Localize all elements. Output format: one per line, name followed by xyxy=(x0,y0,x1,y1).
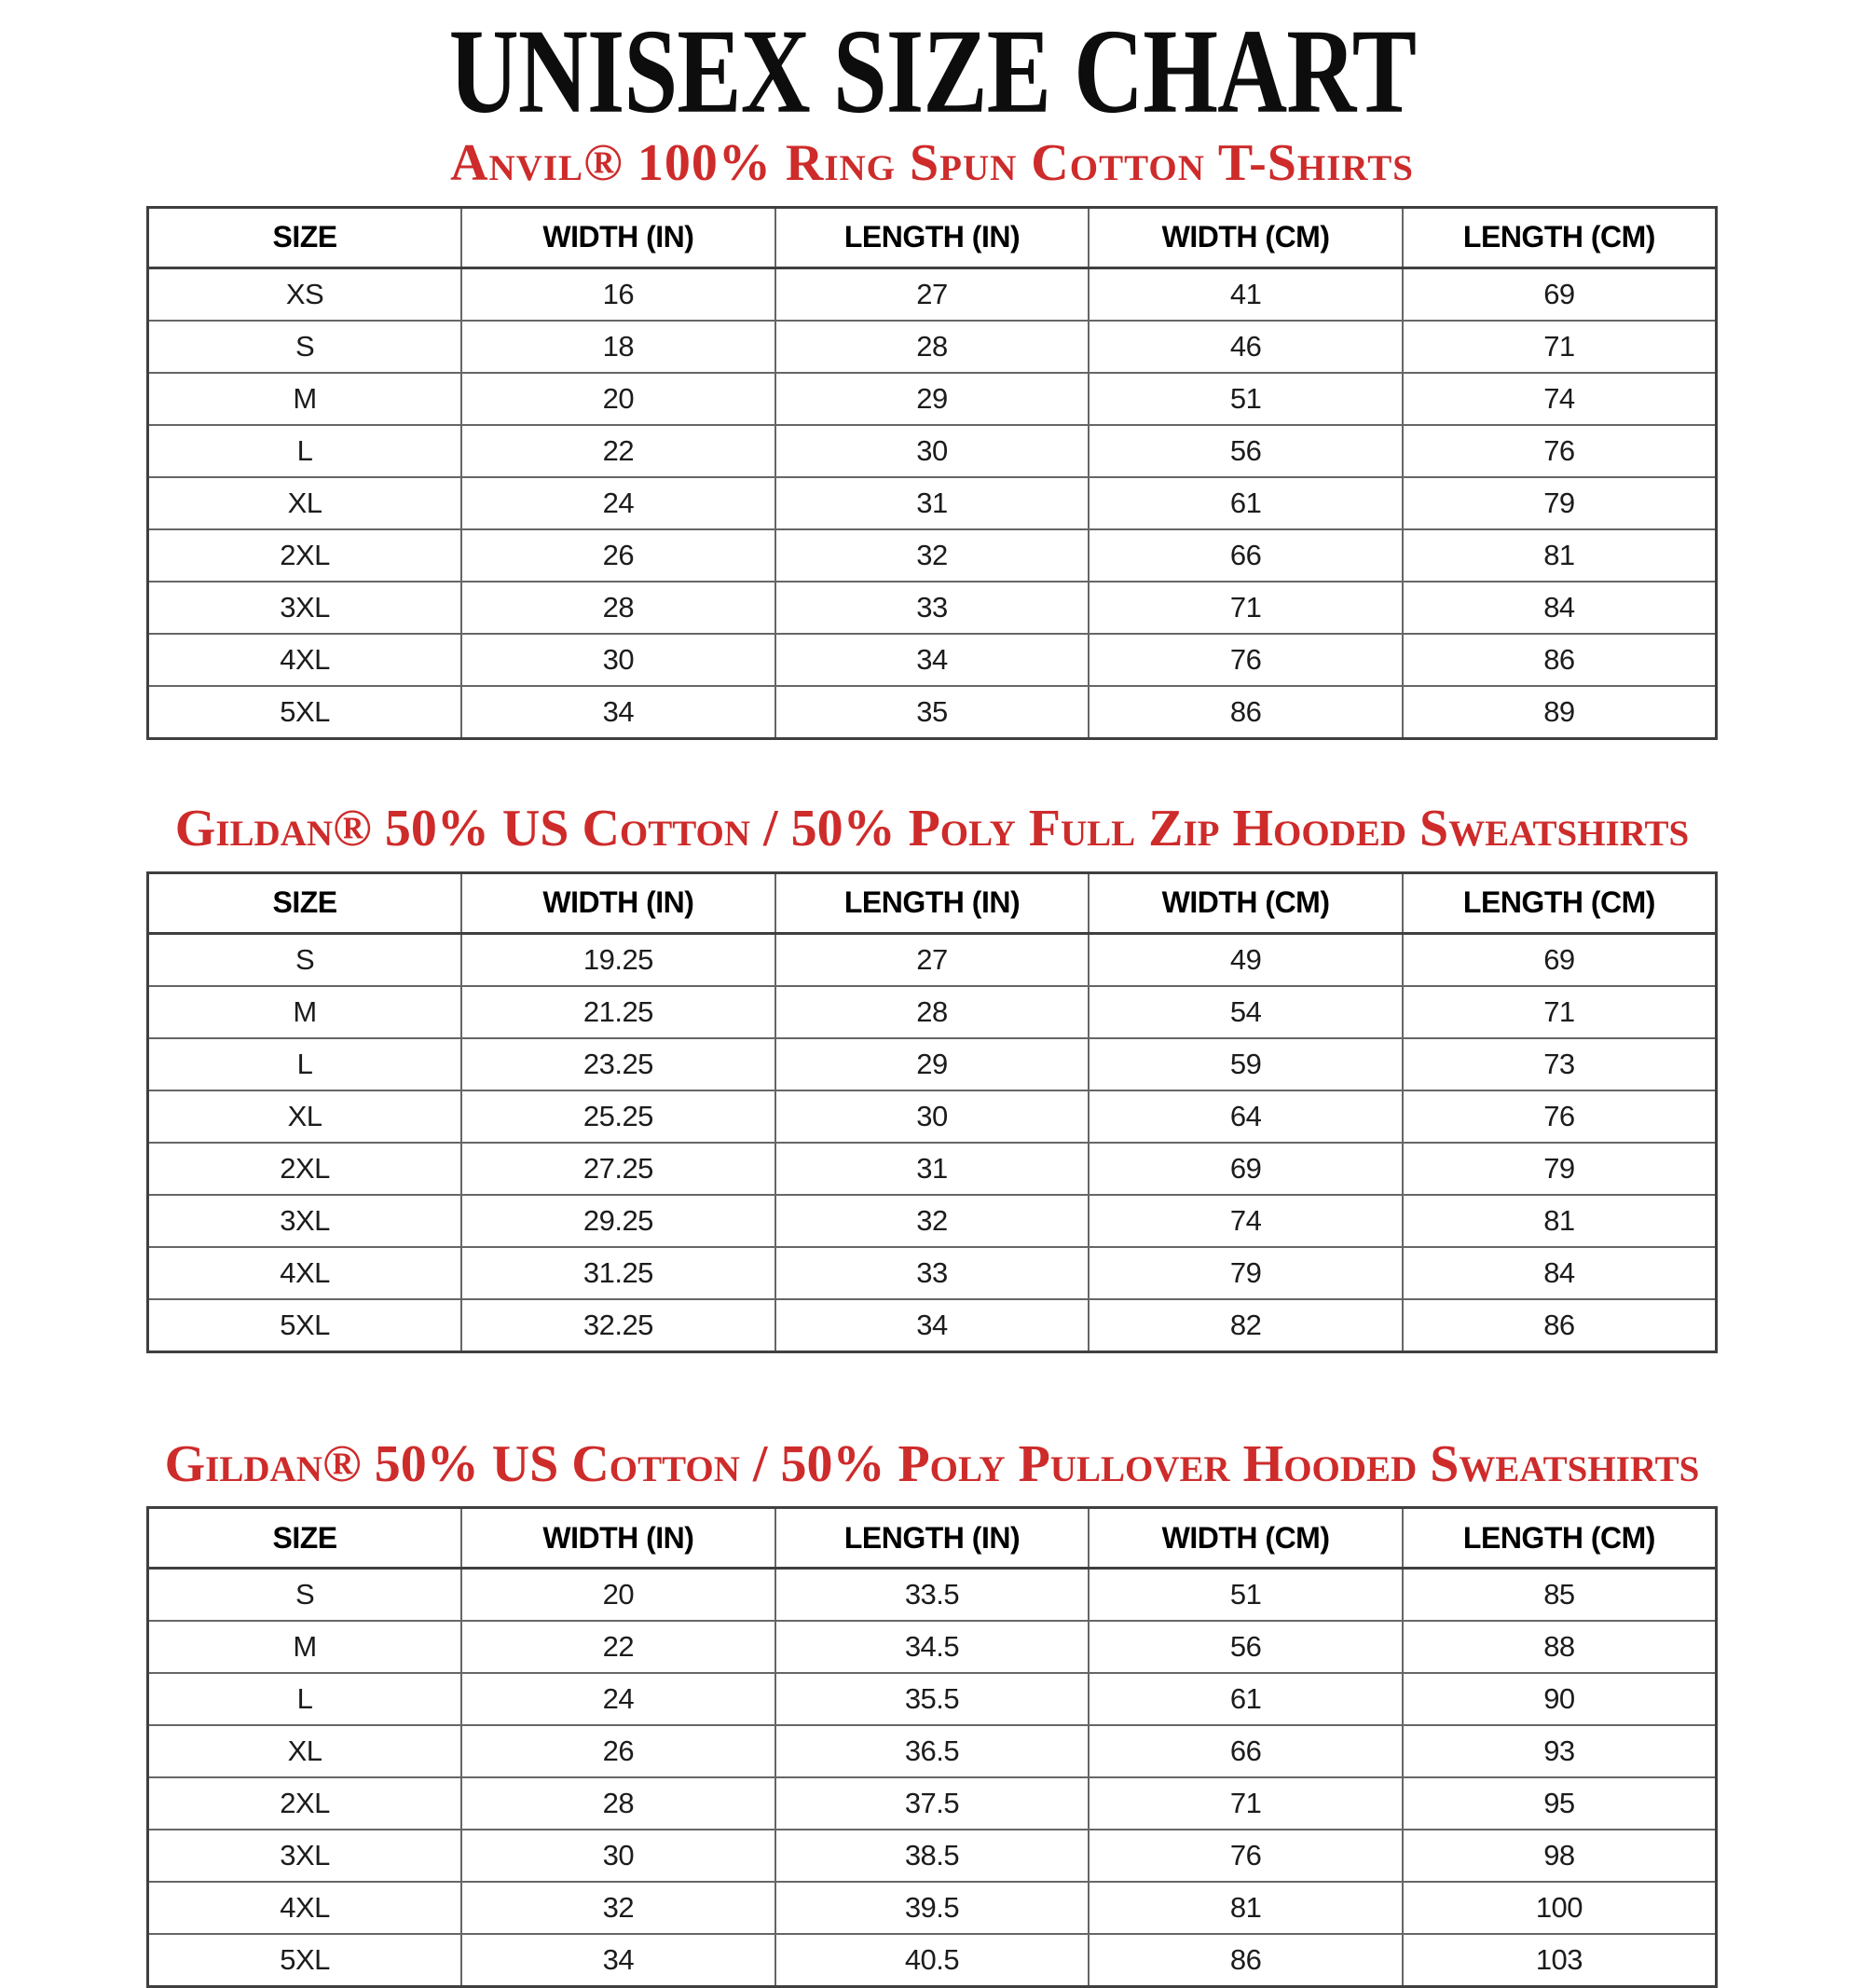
table-row xyxy=(148,1882,1717,1934)
measurement-cell: 27 xyxy=(775,267,1090,321)
measurement-cell: 29 xyxy=(775,1038,1090,1090)
table-row xyxy=(148,986,1717,1038)
page-title-text: UNISEX SIZE CHART xyxy=(448,4,1416,139)
column-header: WIDTH (IN) xyxy=(461,872,775,933)
measurement-cell: 32.25 xyxy=(461,1299,775,1352)
size-cell: 4XL xyxy=(148,1247,462,1299)
measurement-cell: 59 xyxy=(1089,1038,1403,1090)
measurement-cell: 20 xyxy=(461,1569,775,1622)
measurement-cell: 32 xyxy=(461,1882,775,1934)
table-row xyxy=(148,321,1717,373)
table-row xyxy=(148,267,1717,321)
measurement-cell: 18 xyxy=(461,321,775,373)
measurement-cell: 95 xyxy=(1403,1777,1717,1830)
measurement-cell: 28 xyxy=(775,321,1090,373)
measurement-cell: 27 xyxy=(775,933,1090,986)
measurement-cell: 93 xyxy=(1403,1725,1717,1777)
table-row xyxy=(148,582,1717,634)
size-cell: XL xyxy=(148,1725,462,1777)
table-row xyxy=(148,1247,1717,1299)
size-cell: 5XL xyxy=(148,1934,462,1987)
measurement-cell: 74 xyxy=(1089,1195,1403,1247)
measurement-cell: 19.25 xyxy=(461,933,775,986)
measurement-cell: 76 xyxy=(1089,634,1403,686)
measurement-cell: 31.25 xyxy=(461,1247,775,1299)
measurement-cell: 90 xyxy=(1403,1673,1717,1725)
column-header: WIDTH (CM) xyxy=(1089,1508,1403,1569)
measurement-cell: 34 xyxy=(775,634,1090,686)
section-heading-gildan-pullover: Gildan® 50% US Cotton / 50% Poly Pullover Hooded Sweatshirts xyxy=(164,1434,1700,1493)
measurement-cell: 81 xyxy=(1089,1882,1403,1934)
table-row xyxy=(148,1299,1717,1352)
measurement-cell: 88 xyxy=(1403,1621,1717,1673)
size-cell: S xyxy=(148,321,462,373)
measurement-cell: 86 xyxy=(1403,634,1717,686)
measurement-cell: 30 xyxy=(775,1090,1090,1143)
table-row xyxy=(148,1621,1717,1673)
measurement-cell: 16 xyxy=(461,267,775,321)
measurement-cell: 29 xyxy=(775,373,1090,425)
size-cell: 4XL xyxy=(148,634,462,686)
size-cell: XS xyxy=(148,267,462,321)
measurement-cell: 20 xyxy=(461,373,775,425)
measurement-cell: 34 xyxy=(775,1299,1090,1352)
size-cell: M xyxy=(148,373,462,425)
measurement-cell: 26 xyxy=(461,1725,775,1777)
measurement-cell: 49 xyxy=(1089,933,1403,986)
size-cell: 2XL xyxy=(148,529,462,582)
column-header: WIDTH (CM) xyxy=(1089,872,1403,933)
measurement-cell: 36.5 xyxy=(775,1725,1090,1777)
column-header: LENGTH (IN) xyxy=(775,1508,1090,1569)
measurement-cell: 82 xyxy=(1089,1299,1403,1352)
measurement-cell: 34 xyxy=(461,686,775,739)
measurement-cell: 69 xyxy=(1403,267,1717,321)
measurement-cell: 76 xyxy=(1089,1830,1403,1882)
table-row xyxy=(148,1143,1717,1195)
measurement-cell: 40.5 xyxy=(775,1934,1090,1987)
size-cell: 2XL xyxy=(148,1143,462,1195)
measurement-cell: 79 xyxy=(1089,1247,1403,1299)
measurement-cell: 103 xyxy=(1403,1934,1717,1987)
measurement-cell: 69 xyxy=(1089,1143,1403,1195)
header-row xyxy=(148,1508,1717,1569)
size-cell: XL xyxy=(148,1090,462,1143)
size-cell: XL xyxy=(148,477,462,529)
measurement-cell: 28 xyxy=(461,1777,775,1830)
measurement-cell: 71 xyxy=(1089,1777,1403,1830)
size-table-anvil-tshirts xyxy=(146,206,1718,740)
measurement-cell: 81 xyxy=(1403,529,1717,582)
measurement-cell: 39.5 xyxy=(775,1882,1090,1934)
size-cell: S xyxy=(148,1569,462,1622)
table-row xyxy=(148,373,1717,425)
table-row xyxy=(148,1725,1717,1777)
measurement-cell: 46 xyxy=(1089,321,1403,373)
measurement-cell: 69 xyxy=(1403,933,1717,986)
measurement-cell: 85 xyxy=(1403,1569,1717,1622)
size-cell: 3XL xyxy=(148,582,462,634)
measurement-cell: 71 xyxy=(1403,986,1717,1038)
size-cell: 4XL xyxy=(148,1882,462,1934)
section-gildan-full-zip xyxy=(0,799,1864,1353)
measurement-cell: 61 xyxy=(1089,477,1403,529)
measurement-cell: 86 xyxy=(1089,686,1403,739)
section-heading-gildan-full-zip: Gildan® 50% US Cotton / 50% Poly Full Zip Hooded Sweatshirts xyxy=(174,799,1690,857)
measurement-cell: 24 xyxy=(461,1673,775,1725)
measurement-cell: 86 xyxy=(1089,1934,1403,1987)
table-row xyxy=(148,1569,1717,1622)
size-cell: M xyxy=(148,1621,462,1673)
measurement-cell: 89 xyxy=(1403,686,1717,739)
column-header: LENGTH (IN) xyxy=(775,872,1090,933)
measurement-cell: 34 xyxy=(461,1934,775,1987)
table-row xyxy=(148,1934,1717,1987)
measurement-cell: 66 xyxy=(1089,1725,1403,1777)
table-row xyxy=(148,1038,1717,1090)
size-cell: L xyxy=(148,425,462,477)
measurement-cell: 81 xyxy=(1403,1195,1717,1247)
table-row xyxy=(148,477,1717,529)
measurement-cell: 34.5 xyxy=(775,1621,1090,1673)
measurement-cell: 31 xyxy=(775,477,1090,529)
size-table-gildan-full-zip xyxy=(146,871,1718,1353)
measurement-cell: 33 xyxy=(775,582,1090,634)
column-header: SIZE xyxy=(148,1508,462,1569)
measurement-cell: 56 xyxy=(1089,1621,1403,1673)
measurement-cell: 33 xyxy=(775,1247,1090,1299)
column-header: SIZE xyxy=(148,207,462,267)
measurement-cell: 51 xyxy=(1089,373,1403,425)
measurement-cell: 79 xyxy=(1403,1143,1717,1195)
measurement-cell: 37.5 xyxy=(775,1777,1090,1830)
measurement-cell: 71 xyxy=(1089,582,1403,634)
measurement-cell: 27.25 xyxy=(461,1143,775,1195)
measurement-cell: 84 xyxy=(1403,582,1717,634)
measurement-cell: 26 xyxy=(461,529,775,582)
table-row xyxy=(148,686,1717,739)
measurement-cell: 30 xyxy=(461,1830,775,1882)
column-header: LENGTH (CM) xyxy=(1403,1508,1717,1569)
measurement-cell: 35 xyxy=(775,686,1090,739)
measurement-cell: 31 xyxy=(775,1143,1090,1195)
size-cell: 2XL xyxy=(148,1777,462,1830)
column-header: WIDTH (CM) xyxy=(1089,207,1403,267)
table-row xyxy=(148,933,1717,986)
measurement-cell: 79 xyxy=(1403,477,1717,529)
measurement-cell: 71 xyxy=(1403,321,1717,373)
measurement-cell: 30 xyxy=(461,634,775,686)
measurement-cell: 29.25 xyxy=(461,1195,775,1247)
measurement-cell: 21.25 xyxy=(461,986,775,1038)
size-cell: S xyxy=(148,933,462,986)
section-anvil-tshirts xyxy=(0,136,1864,740)
measurement-cell: 76 xyxy=(1403,1090,1717,1143)
section-heading-anvil: Anvil® 100% Ring Spun Cotton T-Shirts xyxy=(450,134,1414,192)
measurement-cell: 32 xyxy=(775,1195,1090,1247)
measurement-cell: 66 xyxy=(1089,529,1403,582)
size-cell: L xyxy=(148,1038,462,1090)
measurement-cell: 32 xyxy=(775,529,1090,582)
table-row xyxy=(148,529,1717,582)
table-row xyxy=(148,1673,1717,1725)
column-header: LENGTH (CM) xyxy=(1403,207,1717,267)
column-header: SIZE xyxy=(148,872,462,933)
size-cell: 5XL xyxy=(148,1299,462,1352)
size-cell: 3XL xyxy=(148,1830,462,1882)
measurement-cell: 28 xyxy=(775,986,1090,1038)
size-cell: 5XL xyxy=(148,686,462,739)
table-row xyxy=(148,1777,1717,1830)
size-table-gildan-pullover xyxy=(146,1506,1718,1988)
measurement-cell: 51 xyxy=(1089,1569,1403,1622)
size-cell: 3XL xyxy=(148,1195,462,1247)
measurement-cell: 74 xyxy=(1403,373,1717,425)
page-title xyxy=(0,0,1864,139)
measurement-cell: 28 xyxy=(461,582,775,634)
table-row xyxy=(148,634,1717,686)
measurement-cell: 22 xyxy=(461,425,775,477)
measurement-cell: 24 xyxy=(461,477,775,529)
table-row xyxy=(148,1195,1717,1247)
section-gildan-pullover xyxy=(0,1434,1864,1988)
measurement-cell: 54 xyxy=(1089,986,1403,1038)
measurement-cell: 30 xyxy=(775,425,1090,477)
measurement-cell: 23.25 xyxy=(461,1038,775,1090)
measurement-cell: 86 xyxy=(1403,1299,1717,1352)
size-cell: L xyxy=(148,1673,462,1725)
column-header: LENGTH (CM) xyxy=(1403,872,1717,933)
table-row xyxy=(148,425,1717,477)
measurement-cell: 84 xyxy=(1403,1247,1717,1299)
size-cell: M xyxy=(148,986,462,1038)
measurement-cell: 25.25 xyxy=(461,1090,775,1143)
measurement-cell: 73 xyxy=(1403,1038,1717,1090)
column-header: LENGTH (IN) xyxy=(775,207,1090,267)
measurement-cell: 76 xyxy=(1403,425,1717,477)
measurement-cell: 35.5 xyxy=(775,1673,1090,1725)
measurement-cell: 33.5 xyxy=(775,1569,1090,1622)
measurement-cell: 56 xyxy=(1089,425,1403,477)
measurement-cell: 22 xyxy=(461,1621,775,1673)
table-row xyxy=(148,1830,1717,1882)
measurement-cell: 61 xyxy=(1089,1673,1403,1725)
header-row xyxy=(148,872,1717,933)
column-header: WIDTH (IN) xyxy=(461,1508,775,1569)
measurement-cell: 100 xyxy=(1403,1882,1717,1934)
measurement-cell: 41 xyxy=(1089,267,1403,321)
measurement-cell: 64 xyxy=(1089,1090,1403,1143)
measurement-cell: 98 xyxy=(1403,1830,1717,1882)
header-row xyxy=(148,207,1717,267)
measurement-cell: 38.5 xyxy=(775,1830,1090,1882)
column-header: WIDTH (IN) xyxy=(461,207,775,267)
table-row xyxy=(148,1090,1717,1143)
